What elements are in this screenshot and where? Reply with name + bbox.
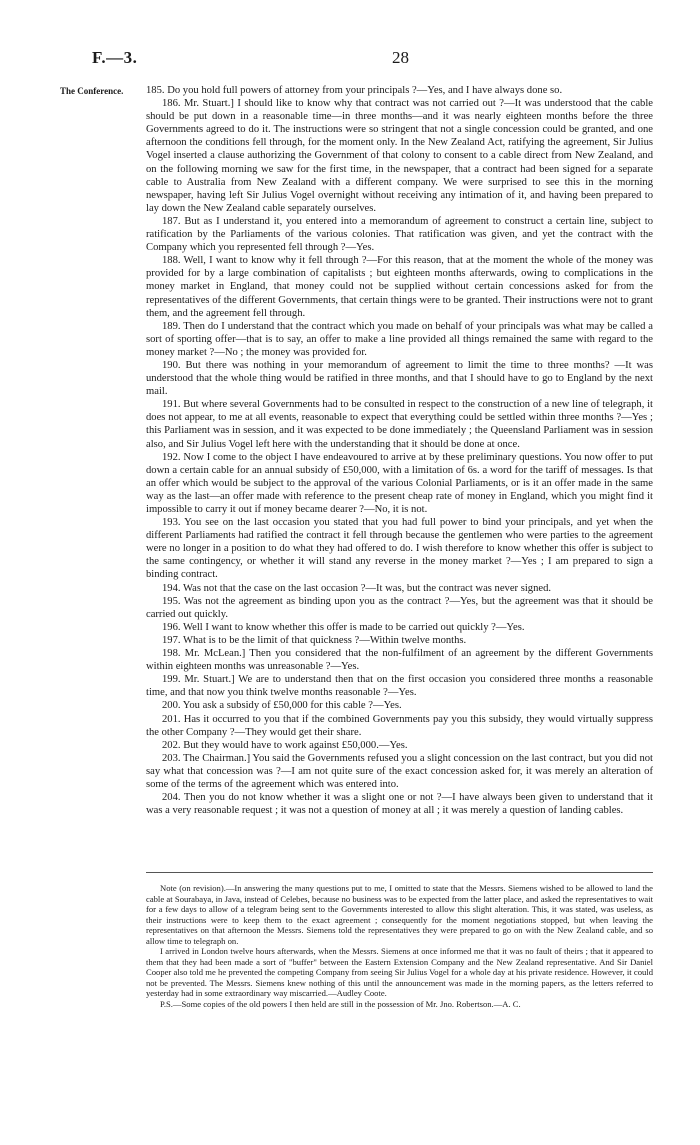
paragraph: 204. Then you do not know whether it was a slight one or not ?—I have always been given to understand that it was a very reasonable request ; it was not a question of money at all ; it was merely a question of landing cables. [146,792,653,817]
paragraph: 185. Do you hold full powers of attorney from your principals ?—Yes, and I have always done so. [146,85,563,96]
paragraph: 196. Well I want to know whether this offer is made to be carried out quickly ?—Yes. [162,621,525,633]
paragraph: 189. Then do I understand that the contract which you made on behalf of your principals was what may be called a sort of sporting offer—that is to say, an offer to make a line provided all things remained the same with regard to the money market ?—No ; the money was provided for. [146,320,653,358]
paragraph: 198. Mr. McLean.] Then you considered that the non-fulfilment of an agreement by the different Governments within eighteen months was unreasonable ?—Yes. [146,648,653,673]
paragraph: 187. But as I understand it, you entered into a memorandum of agreement to construct a certain line, subject to ratification by the Parliaments of the various colonies. That ratification was given, and yet the contract with the Company which you represented fell through ?—Yes. [146,215,653,254]
paragraph: 203. The Chairman.] You said the Governments refused you a slight concession on the last contract, but you did not say what that concession was ?—I am not quite sure of the exact concession asked for, it was merely an alteration of some of the terms of the agreement which was entered into. [146,752,653,790]
paragraph: 202. But they would have to work against £50,000.—Yes. [162,739,408,751]
paragraph: 197. What is to be the limit of that quickness ?—Within twelve months. [162,634,467,646]
paragraph: 192. Now I come to the object I have endeavoured to arrive at by these preliminary questions. You now offer to put down a certain cable for an annual subsidy of £50,000, with a limitation of 6s. a word for the tariff of messages. Is that an offer which would be subject to the approval of the various Colonial Parliaments, or is it an offer made in the same way as the last—an offer made with reference to the present cheap rate of money in England, which you might find it impossible to carry it out if money became dearer ?—No, it is not. [146,451,653,515]
paragraph: 199. Mr. Stuart.] We are to understand then that on the first occasion you considered three months a reasonable time, and that now you think twelve months reasonable ?—Yes. [146,674,653,699]
footnote-paragraph: I arrived in London twelve hours afterwards, when the Messrs. Siemens at once informed me that it was no fault of theirs ; that it appeared to them that they had been made a sort of "buffer" between the Eastern Extension Company and the New Zealand representative. And Sir Daniel Cooper also told me he prevented the competing Company from seeing Sir Julius Vogel for a whole day at his private residence. However, it could not be prevented. The Messrs. Siemens knew nothing of this until the announcement was made in the morning papers, as the letters referred to yesterday had in some extraordinary way miscarried.—Audley Coote. [146,946,653,998]
document-code: F.—3. [92,48,138,67]
footnote-paragraph: P.S.—Some copies of the old powers I then held are still in the possession of Mr. Jno. Robertson.—A. C. [160,998,521,1009]
paragraph: 200. You ask a subsidy of £50,000 for this cable ?—Yes. [162,700,402,712]
page-header [92,48,652,72]
page-number: 28 [392,48,409,67]
paragraph: 194. Was not that the case on the last occasion ?—It was, but the contract was never signed. [162,582,552,594]
paragraph: 201. Has it occurred to you that if the combined Governments pay you this subsidy, they would virtually suppress the other Company ?—They would get their share. [146,713,653,738]
footnote-paragraph: Note (on revision).—In answering the many questions put to me, I omitted to state that the Messrs. Siemens wished to be allowed to land the cable at Sourabaya, in Java, instead of Celebes, because no business was to be expected from the latter place, and asked the representatives to wait for a few days to allow of a telegram being sent to the Governments interested to allow this slight alteration. This, it was stated, was useless, as their instructions were to keep them to the exact agreement ; consequently for the moment negotiations stopped, but when leaving the representatives on that afternoon the Messrs. Siemens told the representatives they were prepared to go on with the New Zealand cable, and so allow time to telegraph on. [146,883,653,946]
margin-note: The Conference. [60,86,124,96]
paragraph: 193. You see on the last occasion you stated that you had full power to bind your principals, and yet when the different Parliaments had ratified the contract it fell through because the gentlemen who were parties to the agreement were no longer in a position to do what they had offered to do. I wish therefore to know whether this offer is subject to the same contingency, or whether it will stand any reverse in the money market ?—Yes ; I am prepared to sign a binding contract. [146,517,653,581]
footnote-divider [146,872,653,873]
paragraph: 195. Was not the agreement as binding upon you as the contract ?—Yes, but the agreement was that it should be carried out quickly. [146,595,653,620]
footnote [146,883,653,1009]
paragraph: 191. But where several Governments had to be consulted in respect to the construction of a new line of telegraph, it does not appear, to me at all events, reasonable to expect that everything could be settled within three months ?—Yes ; this Parliament was in session, and it was expected to be done immediately ; the Queensland Parliament was in session also, and Sir Julius Vogel left here with the understanding that it should be done at once. [146,399,653,450]
transcript-body [146,84,653,817]
paragraph: 190. But there was nothing in your memorandum of agreement to limit the time to three months? —It was understood that the whole thing would be ratified in three months, and that I should have to go to England by the next mail. [146,359,653,398]
paragraph: 188. Well, I want to know why it fell through ?—For this reason, that at the moment the whole of the money was provided for by a large combination of capitalists ; but eighteen months afterwards, owing to complications in the money market in England, that money could not be supplied without certain concessions asked for from the representatives of the different Governments, that certain things were to be granted. Their instructions were not to grant them, and the agreement fell through. [146,255,653,319]
paragraph: 186. Mr. Stuart.] I should like to know why that contract was not carried out ?—It was understood that the cable should be put down in a reasonable time—in three months—and it was nearly eighteen months before the three Governments agreed to do it. The instructions were so stringent that not a single concession could be granted, and one afternoon the conditions fell through, for the moment only. In the New Zealand Act, ratifying the agreement, Sir Julius Vogel inserted a clause authorizing the Government of that colony to consent to a cable direct from New Zealand, and on the following morning we saw for the first time, in the newspaper, that a contract had been signed for a separate cable to Australia from New Zealand with a different company. We were surprised to see this in the morning newspaper, having left Sir Julius Vogel overnight without receiving any intimation of it, and having been prepared to lay down the New Zealand cable separately ourselves. [146,98,653,214]
